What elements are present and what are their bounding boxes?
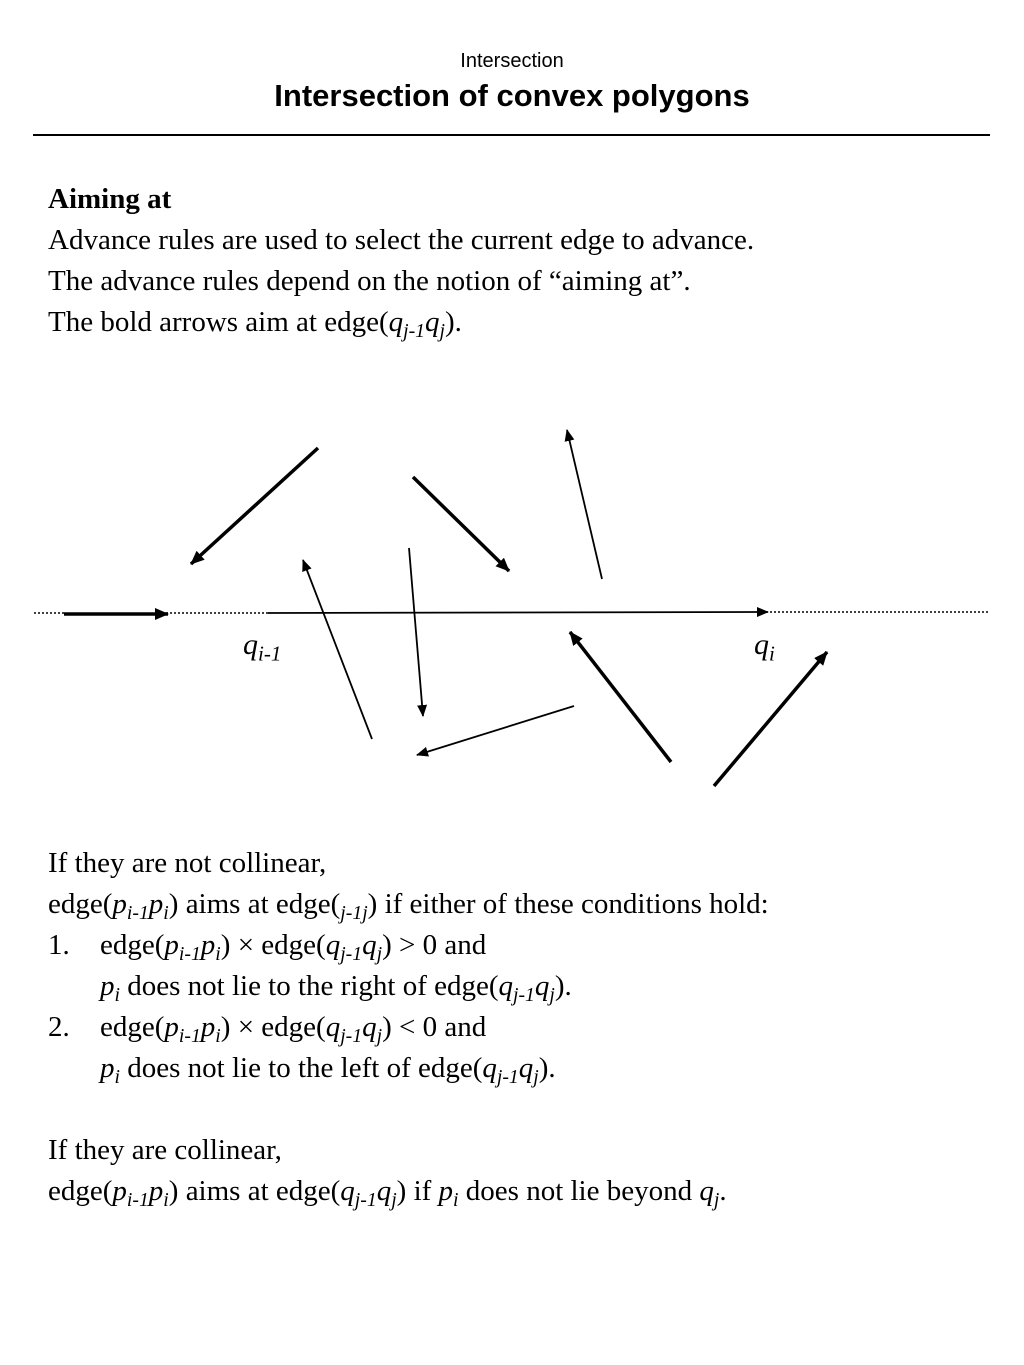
- bold-arrow-upper-left: [191, 448, 318, 564]
- thin-arrow-lower-left: [303, 560, 372, 739]
- condition-2-number: 2.: [48, 1011, 70, 1043]
- thin-arrow-bottom: [417, 706, 574, 755]
- page-title: Intersection of convex polygons: [274, 78, 750, 113]
- bold-arrow-upper-middle: [413, 477, 509, 571]
- aiming-diagram: [0, 380, 1024, 810]
- intro-line-3: The bold arrows aim at $edge(q_{j-1}q_j)$.: [48, 306, 462, 342]
- intro-line-2: The advance rules depend on the notion of “aiming at”.: [48, 265, 691, 297]
- bold-arrow-lower-right: [714, 652, 827, 786]
- label-q-i: $q_i$: [754, 628, 775, 666]
- thin-arrow-down: [409, 548, 423, 716]
- label-q-i-minus-1: $q_{i-1}$: [243, 628, 282, 666]
- condition-2-line-a: $edge(p_{i-1}p_i)$ × $edge(q_{j-1}q_j) < 0$ and: [100, 1011, 487, 1047]
- bold-arrow-lower-middle: [570, 632, 671, 762]
- edge-q-arrow: [268, 612, 768, 613]
- aims-at-definition: $edge(p_{i-1}p_i)$ aims at $edge(_{j-1j})$ if either of these conditions hold:: [48, 888, 769, 924]
- section-heading: Aiming at: [48, 183, 172, 215]
- condition-2-line-b: $p_i$ does not lie to the left of $edge(q_{j-1}q_j)$.: [100, 1052, 556, 1088]
- condition-1-line-a: $edge(p_{i-1}p_i)$ × $edge(q_{j-1}q_j) > 0$ and: [100, 929, 487, 965]
- collinear-line: If they are collinear,: [48, 1134, 282, 1166]
- intro-line-1: Advance rules are used to select the current edge to advance.: [48, 224, 755, 256]
- condition-1-line-b: $p_i$ does not lie to the right of $edge(q_{j-1}q_j)$.: [100, 970, 572, 1006]
- section-label: Intersection: [460, 50, 564, 72]
- title-divider: [33, 134, 990, 136]
- thin-arrow-upper-right: [567, 430, 602, 579]
- not-collinear-line: If they are not collinear,: [48, 847, 327, 879]
- collinear-definition: $edge(p_{i-1}p_i)$ aims at $edge(q_{j-1}q_j)$ if $p_i$ does not lie beyond $q_j$.: [48, 1175, 727, 1211]
- condition-1-number: 1.: [48, 929, 70, 961]
